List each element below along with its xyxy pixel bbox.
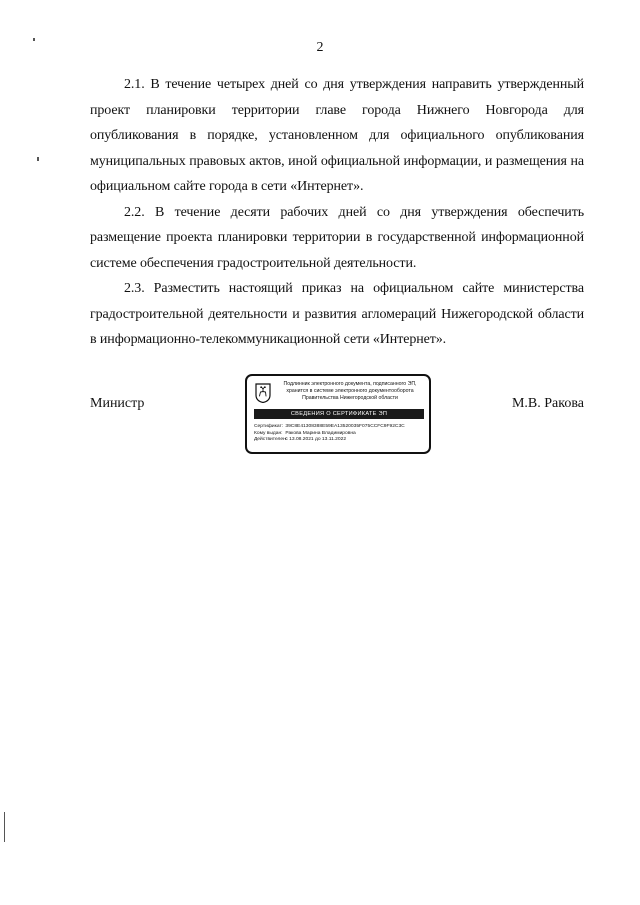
paragraph-2-2: 2.2. В течение десяти рабочих дней со дня утверждения обеспечить размещение проекта планировки территории в государственной информационной системе обеспечения градостроительной деятельности. xyxy=(90,204,584,271)
nizhny-novgorod-deer-emblem-icon xyxy=(255,383,271,403)
stamp-certificate-details xyxy=(254,424,426,444)
stamp-header-line: Правительства Нижегородской области xyxy=(302,394,398,401)
scan-artifact xyxy=(33,38,35,41)
document-body xyxy=(90,72,584,353)
stamp-header xyxy=(273,381,427,401)
scan-artifact xyxy=(4,812,5,842)
valid-value: с 13.08.2021 до 13.11.2022 xyxy=(285,437,347,442)
issued-to-value: Ракова Марина Владимировна xyxy=(285,430,356,436)
stamp-certificate-bar: СВЕДЕНИЯ О СЕРТИФИКАТЕ ЭП xyxy=(254,409,424,419)
page-number: 2 xyxy=(316,40,324,55)
stamp-valid-row xyxy=(254,437,426,444)
stamp-header-line: Подлинник электронного документа, подписанного ЭП, xyxy=(283,381,417,387)
electronic-signature-stamp xyxy=(245,374,431,454)
scan-artifact xyxy=(37,157,39,161)
signatory-name: М.В. Ракова xyxy=(511,396,584,411)
signature-block xyxy=(90,372,584,460)
issued-to-label: Кому выдан: xyxy=(254,430,283,436)
certificate-label: Сертификат: xyxy=(254,424,284,429)
valid-label: Действителен: xyxy=(254,437,288,442)
paragraph-2-3: 2.3. Разместить настоящий приказ на официальном сайте министерства градостроительной деятельности и развития агломераций Нижегородской области в информационно-телекоммуникационной сети «Интернет». xyxy=(90,281,584,347)
paragraph-2-1: 2.1. В течение четырех дней со дня утверждения направить утвержденный проект планировки территории главе города Нижнего Новгорода для опубликования в порядке, установленном для официального опубликования муниципальных правовых актов, иной официальной информации, и размещения на официальном сайте города в сети «Интернет». xyxy=(90,77,584,194)
certificate-value: 39C8E41308388E59EA13520035F075CCFC9F92C3C xyxy=(285,424,405,429)
stamp-header-line: хранится в системе электронного документооборота xyxy=(286,387,414,394)
signatory-role: Министр xyxy=(90,396,145,411)
